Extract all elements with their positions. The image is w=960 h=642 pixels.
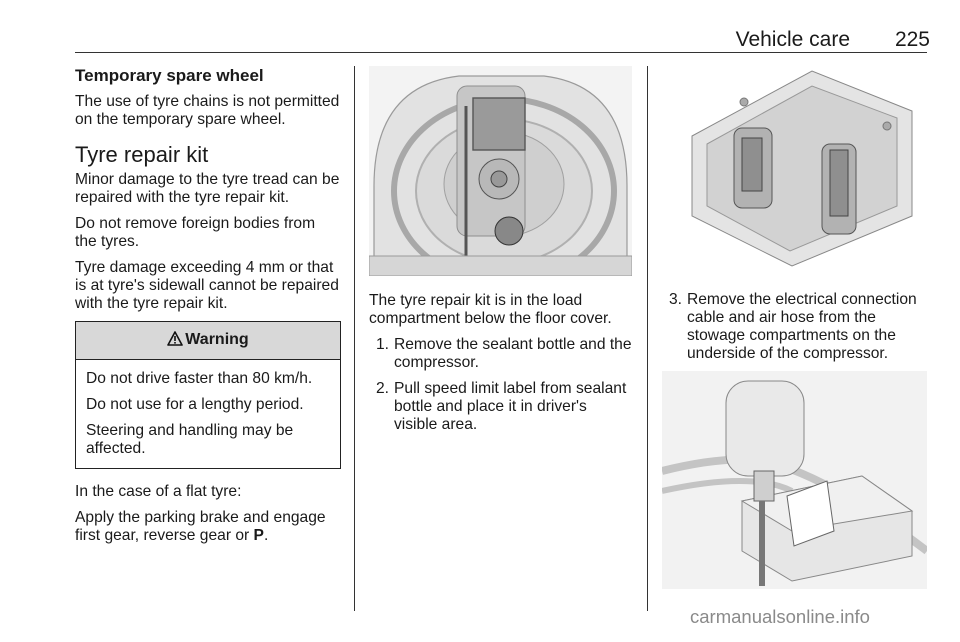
page-number: 225 xyxy=(894,28,930,51)
warning-title: Warning xyxy=(185,331,249,348)
column-left xyxy=(75,66,341,553)
step-text: Pull speed limit label from sealant bottle and place it in driver's visible area. xyxy=(394,380,627,433)
warning-line: Steering and handling may be affected. xyxy=(86,422,294,457)
step-item xyxy=(369,380,634,434)
warning-triangle-icon xyxy=(167,331,183,351)
warning-line: Do not use for a lengthy period. xyxy=(86,396,304,413)
flat-tyre-intro: In the case of a flat tyre: xyxy=(75,483,242,500)
warning-line: Do not drive faster than 80 km/h. xyxy=(86,370,313,387)
compressor-underside-illustration xyxy=(662,66,927,276)
step-text: Remove the sealant bottle and the compressor. xyxy=(394,336,632,371)
column-middle xyxy=(369,66,634,442)
step-number: 3. xyxy=(668,291,682,308)
spare-wheel-text: The use of tyre chains is not permitted on the temporary spare wheel. xyxy=(75,93,340,128)
repair-kit-paragraph: Tyre damage exceeding 4 mm or that is at tyre's sidewall cannot be repaired with the tyre repair kit. xyxy=(75,259,339,312)
sealant-bottle-illustration xyxy=(662,371,927,589)
repair-kit-paragraph: Minor damage to the tyre tread can be repaired with the tyre repair kit. xyxy=(75,171,340,206)
park-gear-symbol: P xyxy=(253,527,264,544)
sentence-end: . xyxy=(263,527,269,544)
spare-wheel-heading: Temporary spare wheel xyxy=(75,66,264,85)
warning-header xyxy=(76,322,340,360)
header-divider xyxy=(75,52,927,53)
repair-kit-heading: Tyre repair kit xyxy=(75,142,209,167)
flat-tyre-text xyxy=(75,509,341,545)
section-title: Vehicle care xyxy=(735,28,850,51)
spare-well-illustration xyxy=(369,66,632,276)
step-text: Remove the electrical connection cable and air hose from the stowage compartments on the underside of the compressor. xyxy=(687,291,917,362)
column-divider xyxy=(647,66,648,611)
column-right xyxy=(662,66,927,589)
watermark: carmanualsonline.info xyxy=(690,606,870,627)
step-number: 1. xyxy=(375,336,389,353)
step-item xyxy=(369,336,634,372)
column-divider xyxy=(354,66,355,611)
step-item xyxy=(662,291,927,363)
step-number: 2. xyxy=(375,380,389,397)
warning-box xyxy=(75,321,341,469)
kit-location-text: The tyre repair kit is in the load compartment below the floor cover. xyxy=(369,292,612,327)
repair-kit-paragraph: Do not remove foreign bodies from the tyres. xyxy=(75,215,316,250)
warning-body xyxy=(76,360,340,468)
flat-tyre-instruction: Apply the parking brake and engage first gear, reverse gear or xyxy=(75,509,326,544)
